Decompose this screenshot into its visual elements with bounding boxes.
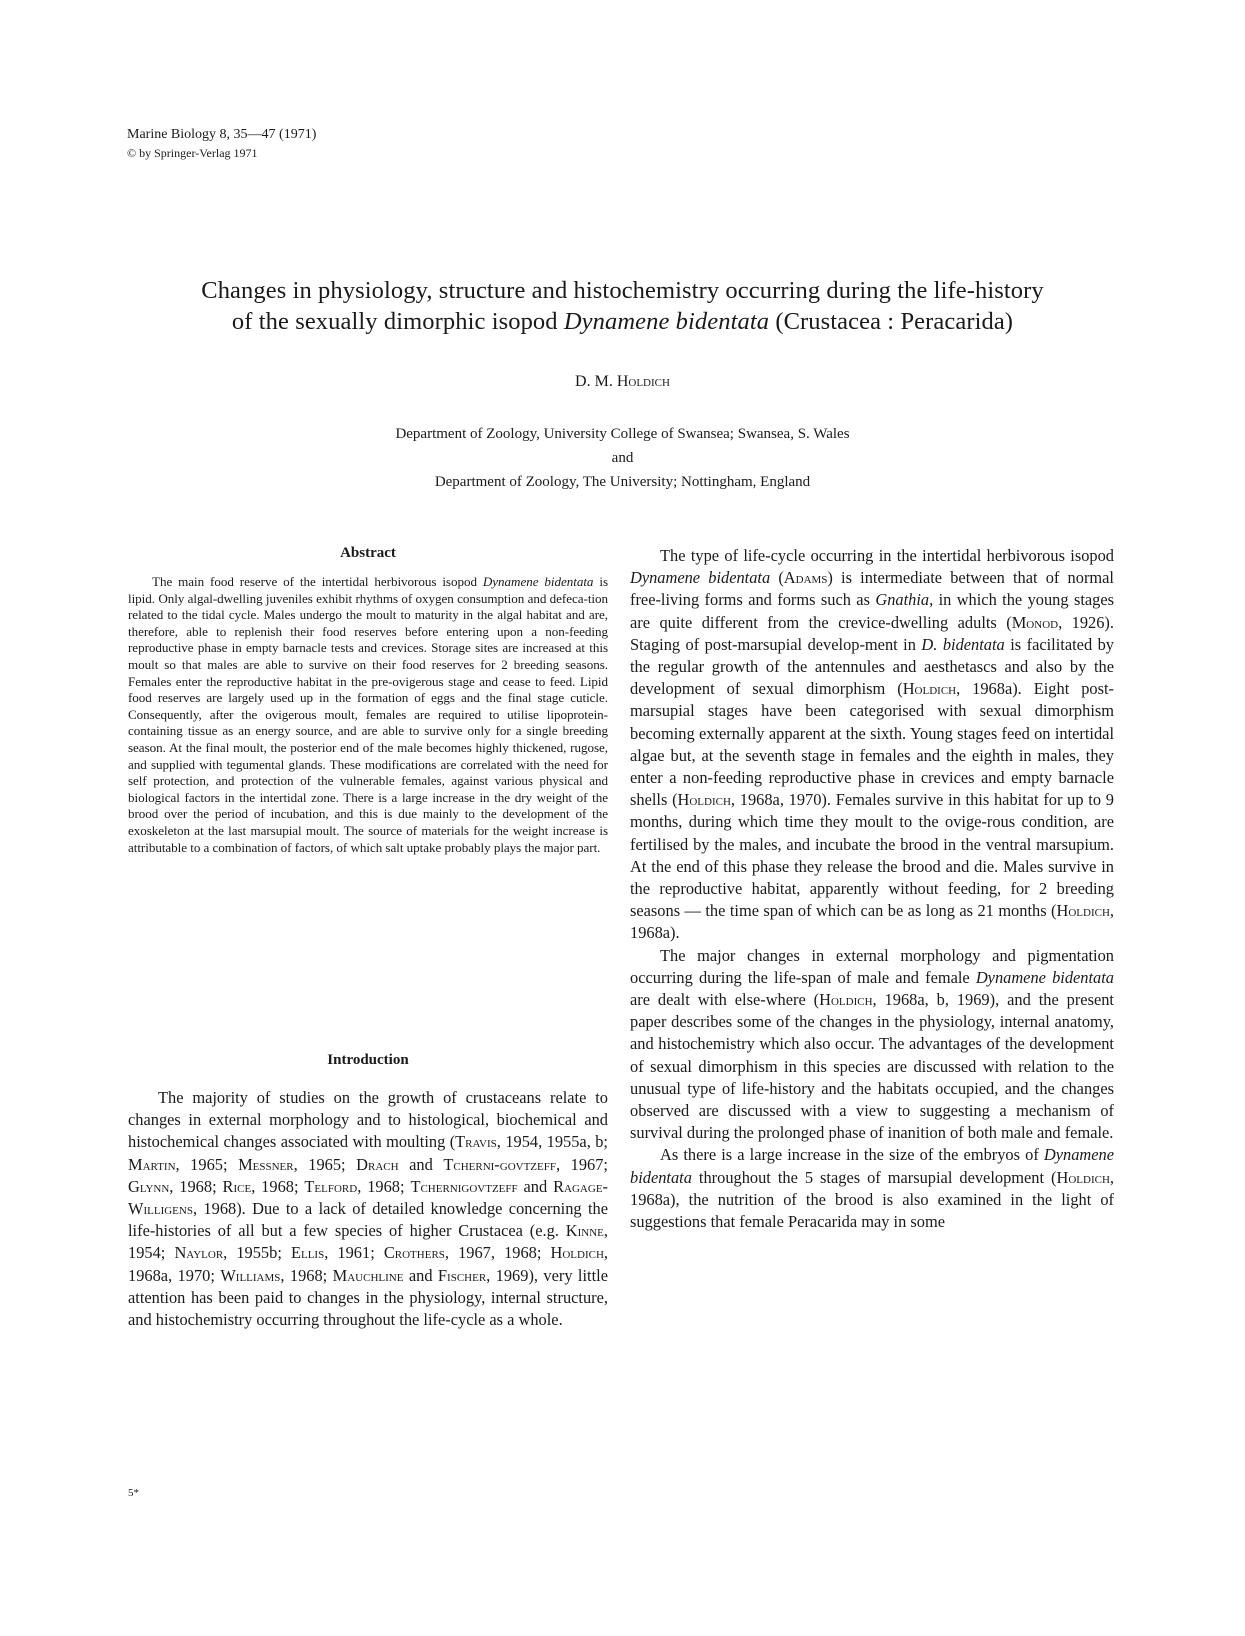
- page-signature-mark: 5*: [128, 1487, 139, 1499]
- title-text: (Crustacea : Peracarida): [769, 308, 1014, 335]
- affiliation-joiner: and: [611, 450, 634, 466]
- copyright-notice: © by Springer-Verlag 1971: [127, 146, 258, 160]
- title-text: of the sexually dimorphic isopod: [231, 308, 564, 335]
- journal-citation: Marine Biology 8, 35—47 (1971): [127, 127, 317, 142]
- affiliation-swansea: Department of Zoology, University College of Swansea; Swansea, S. Wales: [395, 426, 850, 442]
- author-name: D. M. Holdich: [575, 373, 670, 390]
- abstract-heading: Abstract: [340, 545, 396, 561]
- abstract-text: The main food reserve of the intertidal herbivorous isopod Dynamene bidentata is lipid. Only algal-dwelling juveniles exhibit rhythms of oxygen consumption and defeca-tion related to the tidal cycle. Males undergo the moult to maturity in the algal habitat and are, therefore, able to replenish their food reserves before entering upon a non-feeding reproductive phase in empty barnacle tests and crevices. Storage sites are increased at this moult so that males are able to survive on their food reserves for 2 breeding seasons. Females enter the reproductive habitat in the pre-ovigerous stage and cease to feed. Lipid food reserves are largely used up in the formation of eggs and the final stage cuticle. Consequently, after the ovigerous moult, females are required to utilise lipoprotein-containing tissue as an energy source, and are able to survive only for a single breeding season. At the final moult, the posterior end of the male becomes highly thickened, rugose, and supplied with tegumental glands. These modifications are correlated with the need for self protection, and protection of the vulnerable females, against various physical and biological factors in the intertidal zone. There is a large increase in the dry weight of the brood over the period of incubation, and this is due mainly to the development of the exoskeleton at the last marsupial moult. The source of materials for the weight increase is attributable to a combination of factors, of which salt uptake probably plays the major part.: [128, 574, 608, 855]
- affiliation-nottingham: Department of Zoology, The University; Nottingham, England: [434, 474, 811, 490]
- body-paragraph-nutrition: As there is a large increase in the size of the embryos of Dynamene bidentata throughout the 5 stages of marsupial development (Holdich, 1968a), the nutrition of the brood is also examined in the light of suggestions that female Peracarida may in some: [630, 1145, 1114, 1232]
- journal-header: [127, 125, 316, 163]
- paper-title: [60, 275, 1185, 337]
- body-paragraph-life-cycle: The type of life-cycle occurring in the intertidal herbivorous isopod Dynamene bidentata (Adams) is intermediate between that of normal free-living forms and forms such as Gnathia, in which the young stages are quite different from the crevice-dwelling adults (Monod, 1926). Staging of post-marsupial develop-ment in D. bidentata is facilitated by the regular growth of the antennules and aesthetascs and also by the development of sexual dimorphism (Holdich, 1968a). Eight post-marsupial stages have been categorised with sexual dimorphism becoming externally apparent at the sixth. Young stages feed on intertidal algae but, at the seventh stage in females and the eighth in males, they enter a non-feeding reproductive phase in crevices and empty barnacle shells (Holdich, 1968a, 1970). Females survive in this habitat for up to 9 months, during which time they moult to the ovige-rous condition, are fertilised by the males, and incubate the brood in the ventral marsupium. At the end of this phase they release the brood and die. Males survive in the reproductive habitat, apparently without feeding, for 2 breeding seasons — the time span of which can be as long as 21 months (Holdich, 1968a).: [630, 546, 1115, 943]
- title-line-2: [60, 306, 1185, 337]
- right-column-text: [630, 545, 1114, 1233]
- title-species-name: Dynamene bidentata: [563, 308, 770, 335]
- body-paragraph-morphology: The major changes in external morphology and pigmentation occurring during the life-span of male and female Dynamene bidentata are dealt with else-where (Holdich, 1968a, b, 1969), and the present paper describes some of the changes in the physiology, internal anatomy, and histochemistry which also occur. The advantages of the development of sexual dimorphism in this species are discussed with relation to the unusual type of life-history and the habitats occupied, and the changes observed are discussed with a view to suggesting a mechanism of survival during the prolonged phase of inanition of both male and female.: [630, 945, 1114, 1143]
- introduction-paragraph: The majority of studies on the growth of crustaceans relate to changes in external morphology and to histological, biochemical and histochemical changes associated with moulting (Travis, 1954, 1955a, b; Martin, 1965; Messner, 1965; Drach and Tcherni-govtzeff, 1967; Glynn, 1968; Rice, 1968; Telford, 1968; Tchernigovtzeff and Ragage-Willigens, 1968). Due to a lack of detailed knowledge concerning the life-histories of all but a few species of higher Crustacea (e.g. Kinne, 1954; Naylor, 1955b; Ellis, 1961; Crothers, 1967, 1968; Holdich, 1968a, 1970; Williams, 1968; Mauchline and Fischer, 1969), very little attention has been paid to changes in the physiology, internal structure, and histochemistry occurring throughout the life-cycle as a whole.: [128, 1088, 608, 1330]
- title-line-1: Changes in physiology, structure and histochemistry occurring during the life-history: [201, 277, 1044, 304]
- abstract-section: [128, 545, 608, 856]
- introduction-heading: Introduction: [327, 1052, 409, 1068]
- affiliations: [0, 422, 1245, 494]
- introduction-section: [128, 1052, 608, 1331]
